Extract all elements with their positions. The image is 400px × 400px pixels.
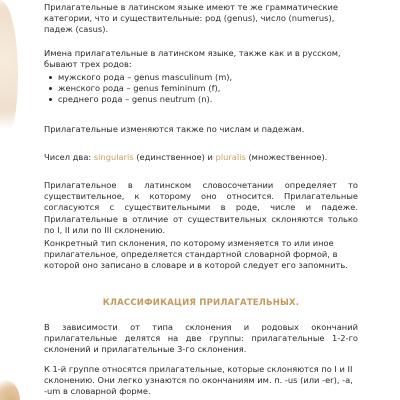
section-heading: КЛАССИФИКАЦИЯ ПРИЛАГАТЕЛЬНЫХ. bbox=[102, 298, 300, 308]
decorative-shape-top bbox=[0, 0, 18, 150]
numbers-text-after: (множественное). bbox=[245, 152, 328, 162]
paragraph-inflection: Прилагательные изменяются также по числам и падежам. bbox=[44, 124, 305, 134]
paragraph-groups: В зависимости от типа склонения и родовых окончаний прилагательные делятся на две группы: прилагательные 1-2-го склонений и прилагательные 3-го склонения. bbox=[44, 322, 358, 355]
paragraph-categories: Прилагательные в латинском языке имеют те же грамматические категории, что и существительные: род (genus), число (numerus), падеж (casus). bbox=[44, 2, 339, 35]
list-item: женского рода – genus femininum (f), bbox=[44, 83, 358, 94]
paragraph-numbers bbox=[44, 152, 358, 163]
term-singularis: singularis bbox=[93, 152, 134, 162]
numbers-text-middle: (единственное) и bbox=[133, 152, 216, 162]
term-pluralis: pluralis bbox=[215, 152, 246, 162]
list-item: мужского рода – genus masculinum (m), bbox=[44, 72, 358, 83]
gender-list bbox=[44, 72, 358, 106]
paragraph-agreement: Прилагательное в латинском словосочетании определяет то существительное, к которому оно относится. Прилагательные согласуются с существительными в роде, числе и падеже. Прилагательные в отличие от существительных склоняются только по I, II или по III склонению. bbox=[44, 180, 358, 235]
paragraph-first-group: К 1-й группе относятся прилагательные, которые склоняются по I и II склонению. Они легко узнаются по окончаниям им. п. -us (или -er), -a, -um в словарной форме. bbox=[44, 364, 353, 397]
decorative-shape-bottom bbox=[0, 380, 20, 400]
numbers-text-before: Чисел два: bbox=[44, 152, 94, 162]
paragraph-declension-type: Конкретный тип склонения, по которому изменяется то или иное прилагательное, определяется стандартной словарной формой, в которой оно записано в словаре и в которой следует его запомнить. bbox=[44, 238, 348, 271]
paragraph-genders-intro: Имена прилагательные в латинском языке, также как и в русском, бывают трех родов: bbox=[44, 48, 341, 70]
list-item: среднего рода – genus neutrum (n). bbox=[44, 94, 358, 105]
